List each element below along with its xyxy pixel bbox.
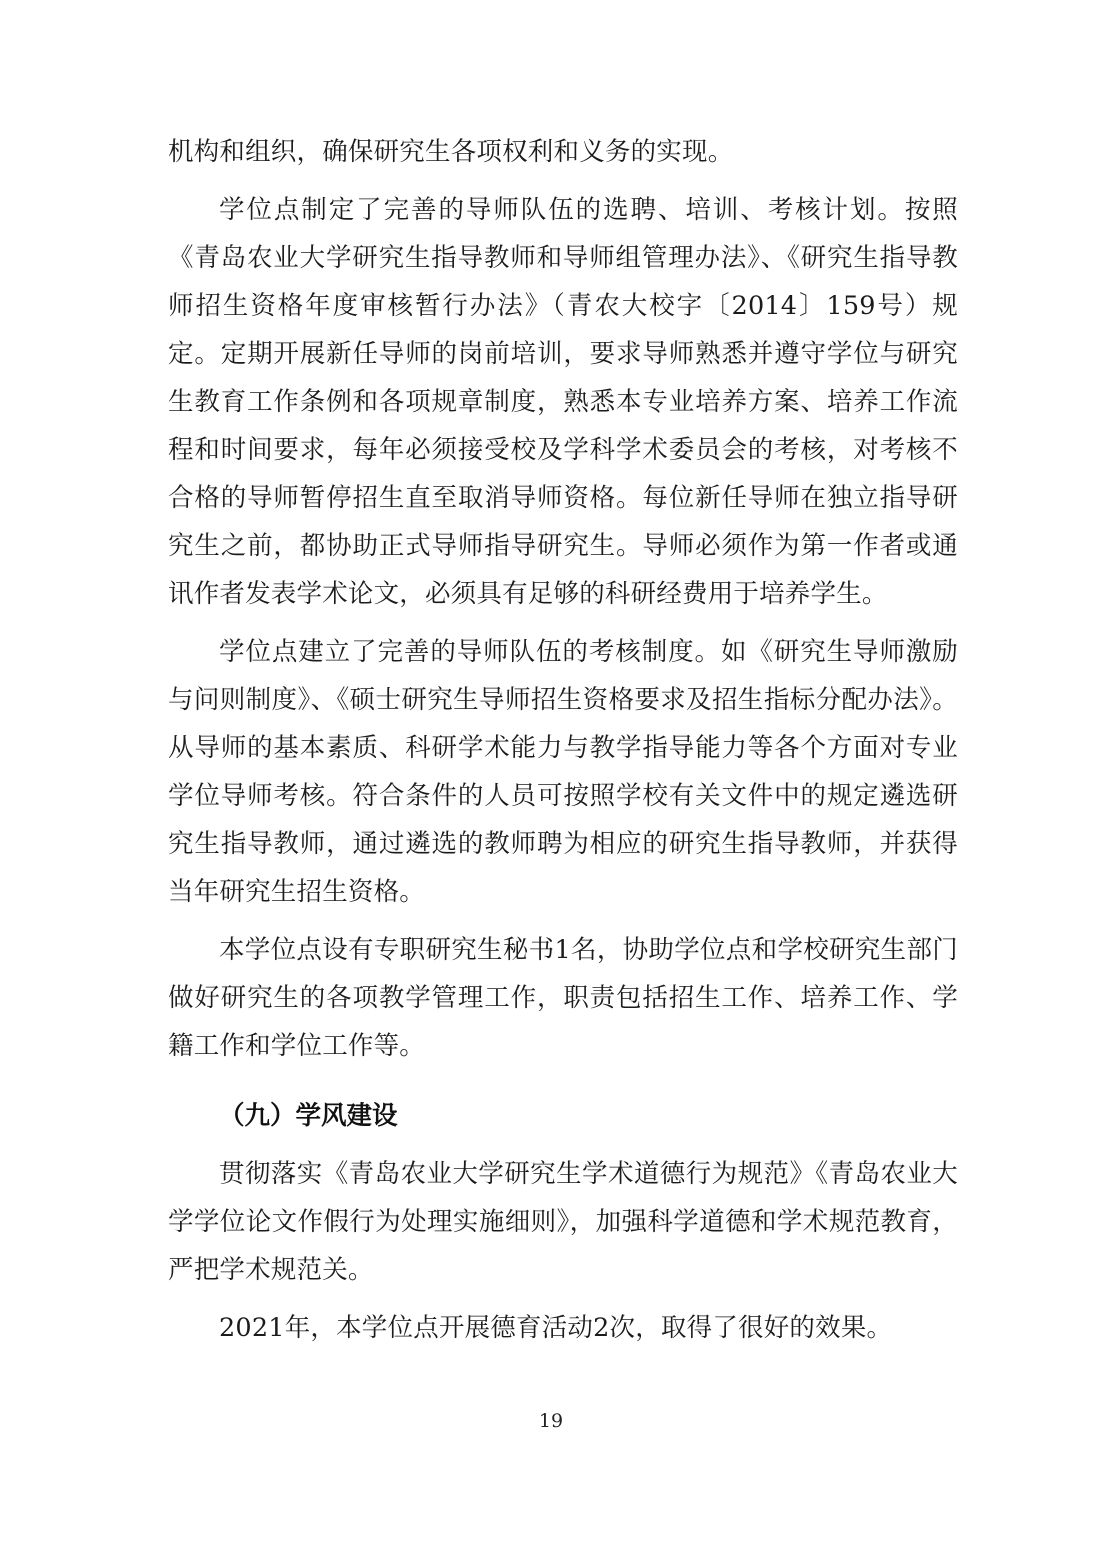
- page-content: [168, 128, 958, 1352]
- paragraph-continuation: 机构和组织，确保研究生各项权利和义务的实现。: [168, 137, 734, 167]
- spacer: [168, 1294, 958, 1304]
- spacer: [168, 1070, 958, 1092]
- page-number: 19: [538, 1410, 564, 1432]
- paragraph-supervisor-plan: 学位点制定了完善的导师队伍的选聘、培训、考核计划。按照《青岛农业大学研究生指导教师和导师组管理办法》、《研究生指导教师招生资格年度审核暂行办法》（青农大校字〔2014〕159号）规定。定期开展新任导师的岗前培训，要求导师熟悉并遵守学位与研究生教育工作条例和各项规章制度，熟悉本专业培养方案、培养工作流程和时间要求，每年必须接受校及学科学术委员会的考核，对考核不合格的导师暂停招生直至取消导师资格。每位新任导师在独立指导研究生之前，都协助正式导师指导研究生。导师必须作为第一作者或通讯作者发表学术论文，必须具有足够的科研经费用于培养学生。: [168, 195, 958, 609]
- paragraph-academic-ethics: 贯彻落实《青岛农业大学研究生学术道德行为规范》《青岛农业大学学位论文作假行为处理实施细则》，加强科学道德和学术规范教育，严把学术规范关。: [168, 1159, 958, 1285]
- spacer: [168, 1140, 958, 1150]
- spacer: [168, 916, 958, 926]
- paragraph-assessment-system: 学位点建立了完善的导师队伍的考核制度。如《研究生导师激励与问则制度》、《硕士研究生导师招生资格要求及招生指标分配办法》。从导师的基本素质、科研学术能力与教学指导能力等各个方面对专业学位导师考核。符合条件的人员可按照学校有关文件中的规定遴选研究生指导教师，通过遴选的教师聘为相应的研究生指导教师，并获得当年研究生招生资格。: [168, 637, 958, 907]
- paragraph-moral-education-2021: 2021年，本学位点开展德育活动2次，取得了很好的效果。: [219, 1313, 893, 1343]
- section-heading-nine: （九）学风建设: [219, 1101, 398, 1131]
- spacer: [168, 618, 958, 628]
- spacer: [168, 176, 958, 186]
- paragraph-secretary: 本学位点设有专职研究生秘书1名，协助学位点和学校研究生部门做好研究生的各项教学管理工作，职责包括招生工作、培养工作、学籍工作和学位工作等。: [168, 935, 958, 1061]
